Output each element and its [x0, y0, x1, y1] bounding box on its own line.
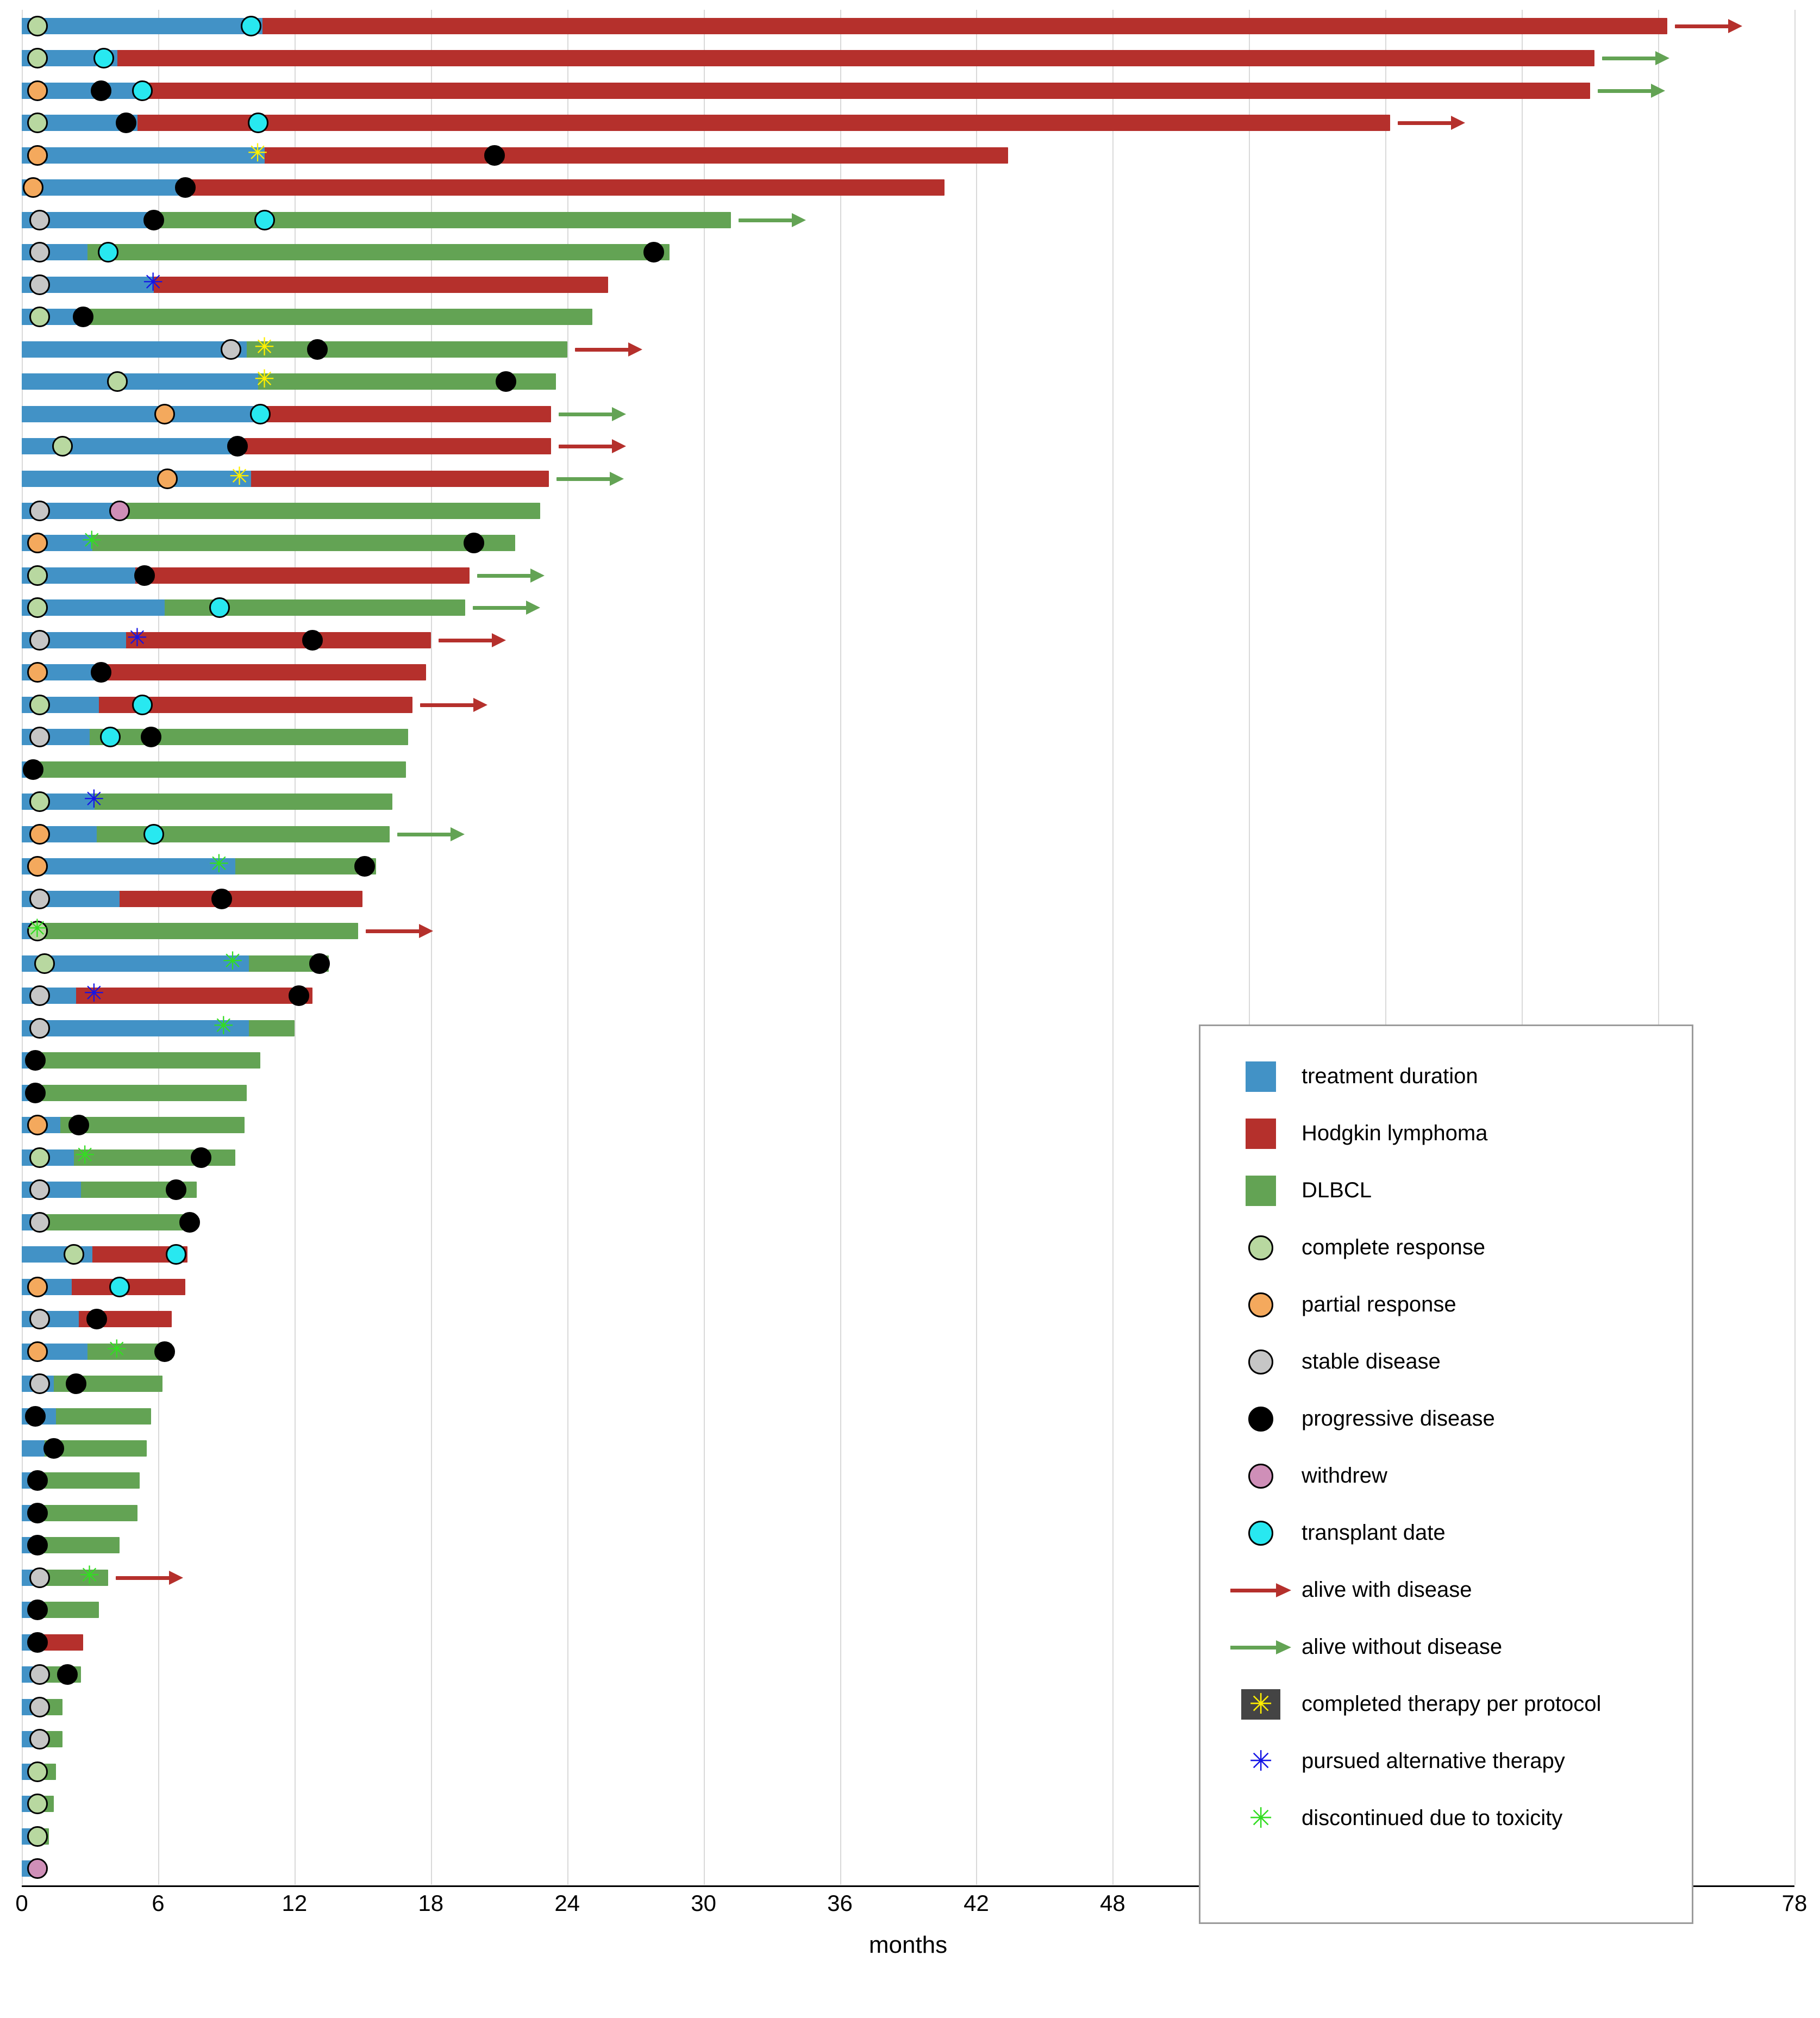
legend-key: [1220, 1350, 1302, 1375]
arrow-alive-with-disease: [116, 1571, 184, 1585]
x-tick-label: 12: [282, 1890, 308, 1916]
marker-progressive-disease: [175, 177, 196, 198]
arrow-alive-with-disease-icon: [1230, 1583, 1291, 1597]
marker-transplant-date: [250, 404, 271, 424]
marker-withdrew: [109, 501, 130, 521]
marker-progressive-disease: [309, 953, 330, 974]
marker-progressive-disease: [68, 1115, 89, 1135]
x-tick-label: 18: [418, 1890, 444, 1916]
legend-key: [1220, 1292, 1302, 1317]
marker-progressive-disease: [154, 1341, 175, 1362]
disease-bar: [22, 83, 1590, 99]
marker-withdrew-icon: [1248, 1464, 1273, 1489]
treatment-bar: [22, 373, 258, 390]
legend-item: [1200, 1504, 1692, 1561]
marker-progressive-disease: [643, 242, 664, 263]
marker-progressive-disease: [86, 1309, 107, 1329]
star-toxicity: ✳: [79, 1560, 100, 1590]
arrow-alive-without-disease: [739, 213, 807, 227]
marker-stable-disease: [29, 1018, 50, 1039]
star-toxicity: ✳: [74, 1140, 96, 1170]
marker-complete-response-icon: [1248, 1235, 1273, 1260]
legend-label: discontinued due to toxicity: [1302, 1806, 1563, 1830]
marker-transplant-date: [132, 695, 153, 715]
x-tick-label: 6: [152, 1890, 165, 1916]
legend-label: progressive disease: [1302, 1407, 1495, 1430]
star-alternative-therapy: ✳: [127, 622, 148, 652]
legend-key: [1220, 1747, 1302, 1776]
marker-partial-response: [27, 1341, 48, 1362]
arrow-alive-without-disease-icon: [1230, 1640, 1291, 1654]
marker-progressive-disease: [484, 145, 505, 166]
marker-transplant-date: [93, 48, 114, 68]
arrow-alive-without-disease: [397, 827, 466, 841]
treatment-bar: [22, 179, 190, 196]
legend-label: DLBCL: [1302, 1178, 1372, 1202]
legend-item: [1200, 1333, 1692, 1390]
legend-item: [1200, 1676, 1692, 1733]
star-alternative-therapy: ✳: [83, 978, 105, 1008]
marker-progressive-disease-icon: [1248, 1407, 1273, 1432]
legend-key: [1220, 1407, 1302, 1432]
marker-withdrew: [27, 1858, 48, 1879]
marker-transplant-date: [109, 1277, 130, 1297]
legend-label: completed therapy per protocol: [1302, 1692, 1602, 1716]
marker-partial-response: [27, 80, 48, 101]
arrow-alive-with-disease: [439, 633, 507, 647]
star-toxicity-icon: ✳: [1249, 1802, 1273, 1835]
treatment-bar: [22, 1440, 45, 1457]
x-tick-label: 42: [964, 1890, 989, 1916]
marker-partial-response: [27, 1277, 48, 1297]
star-toxicity: ✳: [213, 1010, 234, 1040]
marker-complete-response: [27, 1826, 48, 1847]
legend-key: [1220, 1689, 1302, 1720]
marker-partial-response: [23, 177, 43, 198]
arrow-alive-without-disease: [477, 568, 546, 583]
marker-stable-disease: [29, 210, 50, 230]
disease-bar: [22, 761, 406, 778]
legend-item: [1200, 1619, 1692, 1676]
marker-progressive-disease: [57, 1664, 78, 1685]
star-toxicity: ✳: [106, 1334, 127, 1364]
legend-item: [1200, 1048, 1692, 1105]
marker-transplant-date: [248, 113, 268, 133]
treatment-bar: [22, 471, 251, 487]
disease-bar: [22, 309, 592, 325]
x-tick-label: 24: [554, 1890, 580, 1916]
legend-key: [1220, 1583, 1302, 1597]
marker-complete-response: [64, 1244, 84, 1265]
marker-complete-response: [27, 565, 48, 586]
marker-stable-disease-icon: [1248, 1350, 1273, 1375]
marker-progressive-disease: [302, 630, 323, 651]
star-completed-therapy: ✳: [229, 461, 250, 491]
treatment-bar: [22, 858, 235, 874]
treatment-bar: [22, 406, 265, 422]
star-toxicity: ✳: [81, 526, 102, 555]
marker-progressive-disease: [307, 339, 328, 360]
marker-progressive-disease: [211, 889, 232, 909]
x-tick-label: 0: [15, 1890, 28, 1916]
star-completed-therapy: ✳: [254, 364, 275, 394]
swatch-dlbcl: [1246, 1176, 1276, 1206]
legend-key: [1220, 1176, 1302, 1206]
legend-key: [1220, 1640, 1302, 1654]
star-completed-therapy: ✳: [247, 138, 268, 167]
star-toxicity: ✳: [27, 914, 48, 944]
treatment-bar: [22, 955, 249, 972]
arrow-alive-without-disease: [559, 407, 627, 421]
marker-progressive-disease: [27, 1503, 48, 1523]
marker-partial-response: [29, 824, 50, 845]
marker-partial-response: [27, 145, 48, 166]
marker-progressive-disease: [23, 759, 43, 780]
legend-label: transplant date: [1302, 1521, 1446, 1545]
legend-label: alive with disease: [1302, 1578, 1472, 1602]
legend-item: [1200, 1162, 1692, 1219]
marker-progressive-disease: [43, 1438, 64, 1459]
marker-partial-response: [157, 468, 178, 489]
legend-key: [1220, 1119, 1302, 1149]
arrow-alive-with-disease: [575, 342, 643, 357]
legend-label: alive without disease: [1302, 1635, 1503, 1659]
disease-bar: [22, 115, 1390, 131]
gridline: [1794, 10, 1796, 1885]
legend: [1199, 1024, 1693, 1924]
legend-key: [1220, 1804, 1302, 1833]
legend-key: [1220, 1061, 1302, 1092]
x-tick-label: 30: [691, 1890, 716, 1916]
marker-transplant-date: [209, 597, 230, 618]
legend-item: [1200, 1105, 1692, 1162]
marker-transplant-date: [254, 210, 275, 230]
marker-complete-response: [34, 953, 55, 974]
legend-label: treatment duration: [1302, 1064, 1478, 1088]
arrow-alive-with-disease: [420, 698, 489, 712]
legend-label: complete response: [1302, 1235, 1485, 1259]
disease-bar: [22, 1052, 260, 1069]
marker-progressive-disease: [25, 1050, 46, 1071]
marker-transplant-date: [143, 824, 164, 845]
marker-progressive-disease: [496, 371, 516, 392]
treatment-bar: [22, 147, 265, 164]
legend-item: [1200, 1447, 1692, 1504]
legend-label: partial response: [1302, 1292, 1456, 1316]
marker-progressive-disease: [179, 1212, 200, 1233]
disease-bar: [22, 18, 1667, 34]
marker-complete-response: [29, 1147, 50, 1168]
legend-item: [1200, 1276, 1692, 1333]
marker-complete-response: [107, 371, 128, 392]
star-alternative-therapy-icon: ✳: [1249, 1745, 1273, 1778]
disease-bar: [22, 923, 358, 939]
legend-item: [1200, 1790, 1692, 1847]
legend-label: Hodgkin lymphoma: [1302, 1121, 1488, 1145]
arrow-alive-without-disease: [1602, 51, 1671, 65]
marker-progressive-disease: [91, 80, 111, 101]
legend-label: pursued alternative therapy: [1302, 1749, 1565, 1773]
x-tick-label: 48: [1100, 1890, 1125, 1916]
legend-label: stable disease: [1302, 1350, 1441, 1373]
marker-transplant-date: [98, 242, 118, 263]
legend-key: [1220, 1235, 1302, 1260]
marker-complete-response: [27, 1761, 48, 1782]
legend-item: [1200, 1219, 1692, 1276]
marker-progressive-disease: [143, 210, 164, 230]
x-axis-label: months: [868, 1932, 948, 1958]
legend-key: [1220, 1464, 1302, 1489]
arrow-alive-without-disease: [473, 601, 541, 615]
star-toxicity: ✳: [208, 849, 230, 879]
star-completed-therapy-icon: ✳: [1241, 1689, 1280, 1720]
marker-stable-disease: [29, 1212, 50, 1233]
star-toxicity: ✳: [222, 946, 243, 976]
marker-transplant-date-icon: [1248, 1521, 1273, 1546]
marker-partial-response: [154, 404, 175, 424]
arrow-alive-with-disease: [559, 439, 627, 453]
x-tick-label: 78: [1781, 1890, 1808, 1916]
marker-progressive-disease: [25, 1083, 46, 1103]
marker-stable-disease: [221, 339, 241, 360]
arrow-alive-with-disease: [1398, 116, 1466, 130]
marker-partial-response-icon: [1248, 1292, 1273, 1317]
legend-item: [1200, 1390, 1692, 1447]
legend-label: withdrew: [1302, 1464, 1387, 1488]
swatch-treatment-duration: [1246, 1061, 1276, 1092]
arrow-alive-with-disease: [366, 924, 434, 938]
star-completed-therapy: ✳: [254, 332, 275, 361]
legend-item: [1200, 1733, 1692, 1790]
marker-progressive-disease: [25, 1406, 46, 1427]
marker-transplant-date: [132, 80, 153, 101]
arrow-alive-with-disease: [1675, 19, 1743, 33]
star-alternative-therapy: ✳: [83, 784, 105, 814]
disease-bar: [22, 1085, 247, 1101]
swatch-hodgkin-lymphoma: [1246, 1119, 1276, 1149]
treatment-bar: [22, 341, 247, 358]
marker-progressive-disease: [134, 565, 155, 586]
marker-progressive-disease: [73, 307, 93, 327]
disease-bar: [22, 50, 1594, 66]
marker-progressive-disease: [27, 1632, 48, 1653]
treatment-bar: [22, 18, 262, 34]
marker-progressive-disease: [191, 1147, 211, 1168]
star-alternative-therapy: ✳: [142, 267, 164, 297]
arrow-alive-without-disease: [1598, 84, 1666, 98]
disease-bar: [22, 244, 670, 260]
marker-stable-disease: [29, 274, 50, 295]
arrow-alive-without-disease: [556, 472, 625, 486]
marker-complete-response: [27, 16, 48, 36]
x-tick-label: 36: [827, 1890, 853, 1916]
marker-transplant-date: [241, 16, 261, 36]
marker-stable-disease: [29, 889, 50, 909]
legend-item: [1200, 1561, 1692, 1619]
legend-key: [1220, 1521, 1302, 1546]
